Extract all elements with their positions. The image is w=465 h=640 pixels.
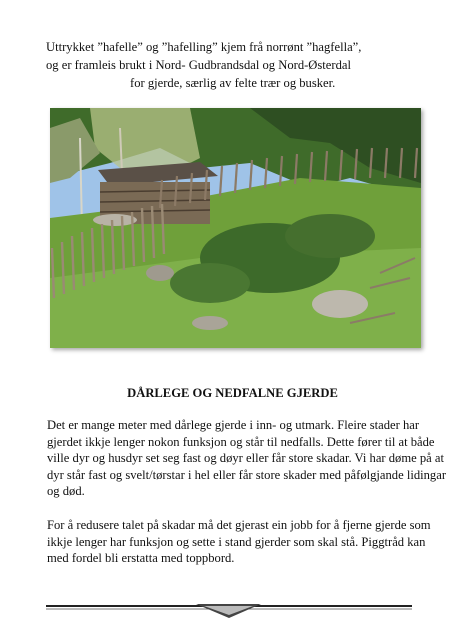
- paragraph-1: Det er mange meter med dårlege gjerde i inn- og utmark. Fleire stader har gjerdet ikkje lenger nokon funksjon og står til nedfalls. Dette fører til at både ville dyr og husdyr set seg fast og døyr eller får store skadar. Vi har døme på at dyr står fast og svelt/tørstar i hel eller får store skader med påfølgjande lidingar og død.: [47, 418, 447, 499]
- paragraph-2: For å redusere talet på skadar må det gjerast ein jobb for å fjerne gjerde som ikkje lenger har funksjon og sette i stand gjerder som skal stå. Piggtråd kan med fordel bli erstatta med toppbord.: [47, 518, 431, 566]
- footer-divider: [46, 604, 412, 612]
- intro-line-1: Uttrykket ”hafelle” og ”hafelling” kjem frå norrønt ”hagfella”,: [46, 40, 362, 54]
- section-heading: DÅRLEGE OG NEDFALNE GJERDE: [127, 386, 338, 400]
- intro-line-3: for gjerde, særlig av felte trær og busker.: [130, 76, 336, 90]
- intro-line-2: og er framleis brukt i Nord- Gudbrandsdal og Nord-Østerdal: [46, 58, 351, 72]
- intro-text: [30, 38, 440, 92]
- photo-old-fence-and-hut: [50, 108, 421, 348]
